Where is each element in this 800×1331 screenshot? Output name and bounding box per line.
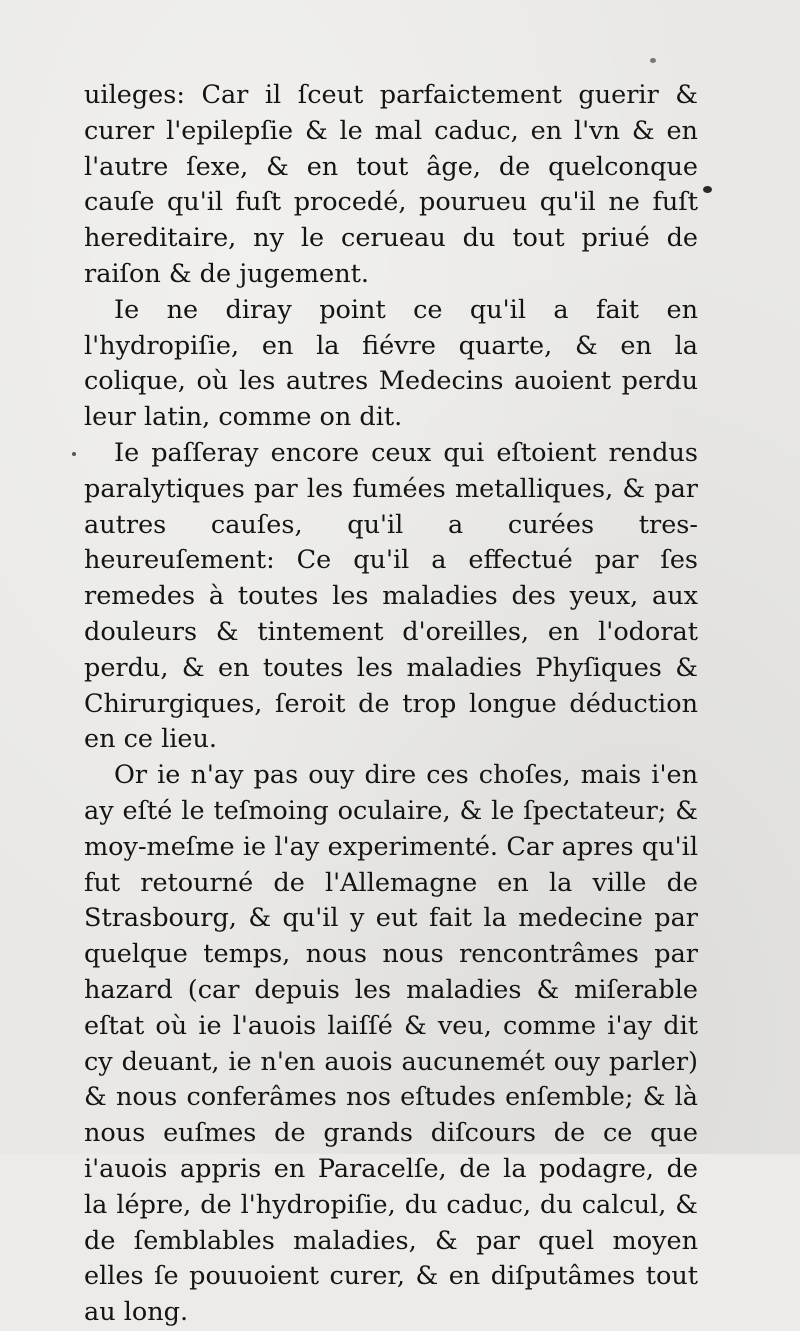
ink-speck — [72, 452, 76, 456]
paragraph-1: uileges: Car il ſceut parfaictement guerir & curer l'epilepſie & le mal caduc, en l'vn & en l'autre ſexe, & en tout âge, de quelconque cauſe qu'il fuſt procedé, pourueu qu'il ne fuſt hereditaire, ny le cerueau du tout priué de raiſon & de jugement. — [84, 80, 698, 289]
page-text — [84, 78, 698, 1331]
paragraph-4: Or ie n'ay pas ouy dire ces choſes, mais i'en ay eſté le teſmoing oculaire, & le ſpectateur; & moy-meſme ie l'ay experimenté. Car apres qu'il fut retourné de l'Allemagne en la ville de Strasbourg, & qu'il y eut fait la medecine par quelque temps, nous nous rencontrâmes par hazard (car depuis les maladies & miſerable eſtat où ie l'auois laiſſé & veu, comme i'ay dit cy deuant, ie n'en auois aucunemét ouy parler) & nous conferâmes nos eſtudes enſemble; & là nous euſmes de grands diſcours de ce que i'auois appris en Paracelſe, de la podagre, de la lépre, de l'hydropiſie, du caduc, du calcul, & de ſemblables maladies, & par quel moyen elles ſe pouuoient curer, & en diſputâmes tout au long. — [84, 760, 698, 1328]
ink-speck — [650, 58, 656, 63]
paragraph-3: Ie paſſeray encore ceux qui eſtoient rendus paralytiques par les fumées metalliques, & par autres cauſes, qu'il a curées tres-heureuſement: Ce qu'il a effectué par ſes remedes à toutes les maladies des yeux, aux douleurs & tintement d'oreilles, en l'odorat perdu, & en toutes les maladies Phyſiques & Chirurgiques, ſeroit de trop longue déduction en ce lieu. — [84, 437, 698, 755]
ink-speck — [703, 186, 712, 193]
paragraph-2: Ie ne diray point ce qu'il a fait en l'hydropiſie, en la fiévre quarte, & en la colique, où les autres Medecins auoient perdu leur latin, comme on dit. — [84, 294, 698, 433]
